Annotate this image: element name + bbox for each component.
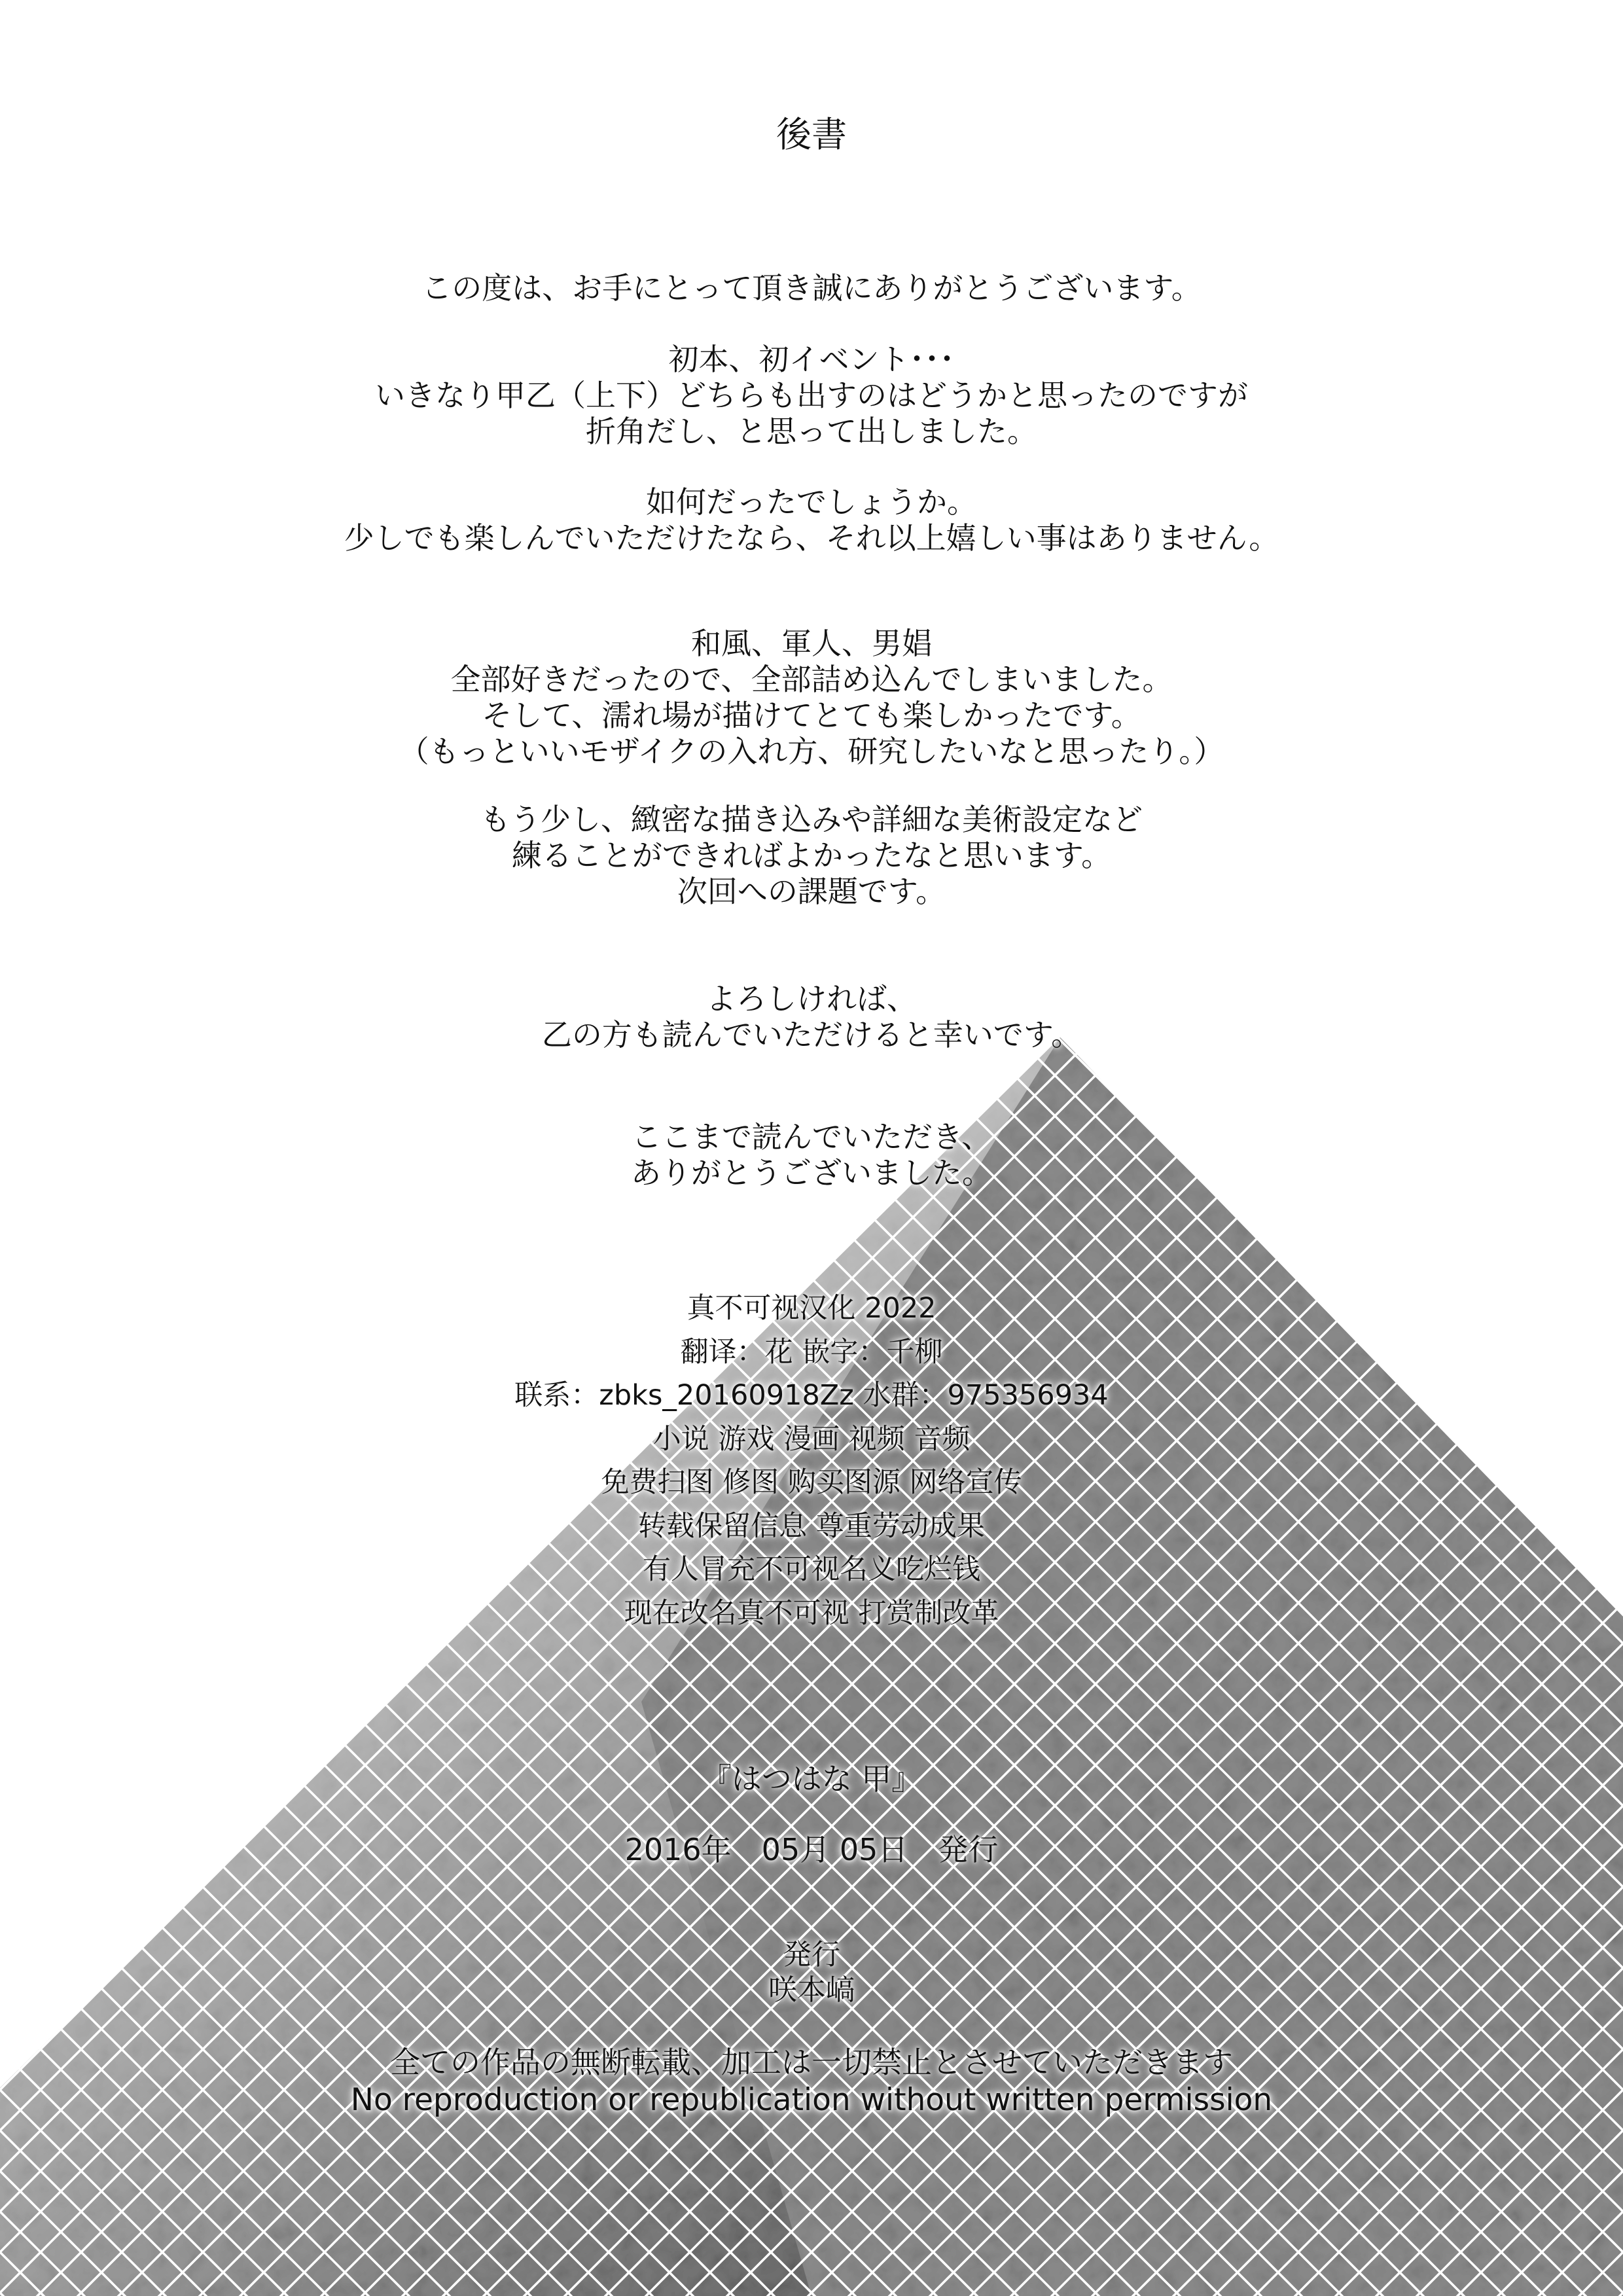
paragraph-line: ここまで読んでいただき、 (631, 1119, 992, 1155)
rights-notice (0, 2044, 1623, 2119)
please-read-paragraph (0, 981, 1623, 1053)
paragraph-line: この度は、お手にとって頂き誠にありがとうございます。 (421, 270, 1202, 306)
issue-date (0, 1830, 1623, 1869)
paragraph-line: 次回への課題です。 (677, 874, 946, 909)
publisher-info (0, 1937, 1623, 2008)
issue-date-text: 2016年 05月 05日 発行 (624, 1832, 999, 1867)
paragraph-line: よろしければ、 (706, 981, 917, 1016)
credit-line: 联系：zbks_20160918Zz 水群：975356934 (514, 1379, 1109, 1412)
how-was-it-paragraph (0, 484, 1623, 556)
paragraph-line: 折角だし、と思って出しました。 (586, 414, 1037, 449)
publisher-label: 発行 (783, 1938, 840, 1971)
thanks-paragraph (0, 270, 1623, 306)
genre-paragraph (0, 626, 1623, 770)
credit-line: 现在改名真不可视 打赏制改革 (624, 1596, 999, 1630)
paragraph-line: 如何だったでしょうか。 (646, 484, 977, 520)
scanlation-credits (0, 1287, 1623, 1635)
publisher-name: 咲本嵪 (768, 1973, 855, 2007)
credit-line: 转载保留信息 尊重劳动成果 (638, 1509, 985, 1543)
paragraph-line: もう少し、緻密な描き込みや詳細な美術設定など (480, 802, 1143, 837)
credit-line: 翻译：花 嵌字：千柳 (680, 1335, 943, 1369)
paragraph-line: （もっといいモザイクの入れ方、研究したいなと思ったり。） (399, 734, 1224, 769)
first-event-paragraph (0, 342, 1623, 450)
credit-line: 真不可视汉化 2022 (687, 1292, 936, 1325)
afterword-title-text: 後書 (776, 114, 847, 155)
paragraph-line: 乙の方も読んでいただけると幸いです。 (541, 1017, 1082, 1052)
paragraph-line: 少しでも楽しんでいただけたなら、それ以上嬉しい事はありません。 (344, 520, 1279, 556)
rights-notice-en: No reproduction or republication without written permission (350, 2082, 1273, 2118)
credit-line: 免费扫图 修图 购买图源 网络宣传 (601, 1466, 1022, 1499)
rights-notice-jp: 全ての作品の無断転載、加工は一切禁止とさせていただきます (390, 2045, 1233, 2080)
paragraph-line: 初本、初イベント･･･ (668, 342, 955, 377)
paragraph-line: 全部好きだったので、全部詰め込んでしまいました。 (450, 662, 1173, 697)
paragraph-line: そして、濡れ場が描けてとても楽しかったです。 (482, 698, 1141, 733)
more-practice-paragraph (0, 802, 1623, 910)
closing-paragraph (0, 1119, 1623, 1191)
paragraph-line: 和風、軍人、男娼 (691, 626, 932, 661)
paragraph-line: 練ることができればよかったなと思います。 (511, 838, 1112, 873)
credit-line: 有人冒充不可视名义吃烂钱 (643, 1553, 980, 1586)
paragraph-line: いきなり甲乙（上下）どちらも出すのはどうかと思ったのですが (375, 378, 1248, 413)
book-title (0, 1759, 1623, 1799)
credit-line: 小说 游戏 漫画 视频 音频 (652, 1422, 971, 1456)
paragraph-line: ありがとうございました。 (631, 1155, 992, 1191)
afterword-title (0, 109, 1623, 161)
book-title-text: 『はつはな 甲』 (701, 1761, 922, 1797)
